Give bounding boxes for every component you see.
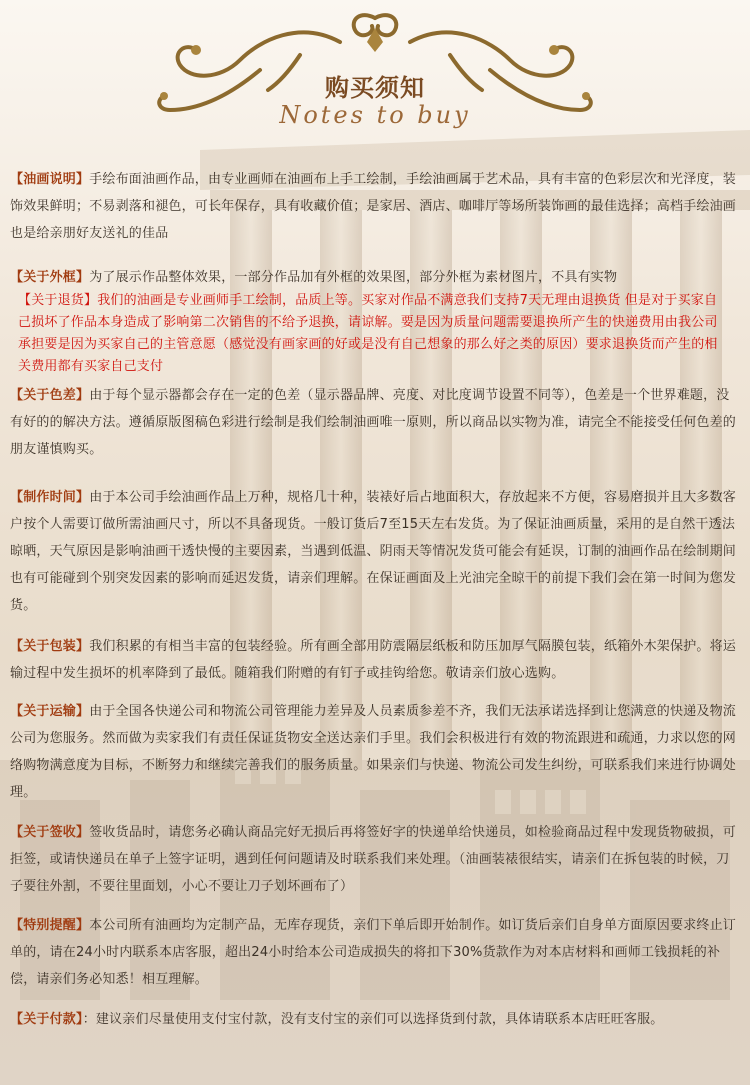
section-production-time: [10, 484, 742, 619]
section-text: 为了展示作品整体效果，一部分作品加有外框的效果图，部分外框为素材图片，不具有实物: [89, 270, 618, 285]
page-subtitle: Notes to buy: [279, 101, 471, 129]
section-tag: 【关于退货】: [18, 293, 98, 308]
section-shipping: [10, 698, 742, 806]
section-tag: 【特别提醒】: [10, 918, 90, 933]
section-text: 由于全国各快递公司和物流公司管理能力差异及人员素质参差不齐，我们无法承诺选择到让您满意的快递及物流公司为您服务。然而做为卖家我们有责任保证货物安全送达亲们手里。我们会积极进行有效的物流跟进和疏通，力求以您的网络购物满意度为目标，不断努力和继续完善我们的服务质量。如果亲们与快递、物流公司发生纠纷，可联系我们来进行协调处理。: [10, 704, 737, 800]
section-tag: 【关于外框】: [10, 270, 90, 285]
section-tag: 【关于包装】: [10, 639, 90, 654]
section-color-difference: [10, 382, 742, 463]
section-painting-description: [10, 166, 742, 247]
section-returns: [18, 290, 718, 378]
section-tag: 【油画说明】: [10, 172, 90, 187]
section-text: 签收货品时，请您务必确认商品完好无损后再将签好字的快递单给快递员，如检验商品过程中发现货物破损，可拒签，或请快递员在单子上签字证明，遇到任何问题请及时联系我们来处理。（油画装裱很结实，请亲们在拆包装的时候，刀子要往外割，不要往里面划，小心不要让刀子划坏画布了）: [10, 825, 737, 894]
section-text: ：建议亲们尽量使用支付宝付款，没有支付宝的亲们可以选择货到付款，具体请联系本店旺旺客服。: [82, 1012, 664, 1027]
section-text: 我们积累的有相当丰富的包装经验。所有画全部用防震隔层纸板和防压加厚气隔膜包装，纸箱外木架保护。将运输过程中发生损坏的机率降到了最低。随箱我们附赠的有钉子或挂钩给您。敬请亲们放心选购。: [10, 639, 737, 681]
section-tag: 【关于签收】: [10, 825, 90, 840]
section-text: 本公司所有油画均为定制产品，无库存现货，亲们下单后即开始制作。如订货后亲们自身单方面原因要求终止订单的，请在24小时内联系本店客服，超出24小时给本公司造成损失的将扣下30%货款作为对本店材料和画师工钱损耗的补偿，请亲们务必知悉！相互理解。: [10, 918, 737, 987]
section-text: 由于每个显示器都会存在一定的色差（显示器品牌、亮度、对比度调节设置不同等），色差是一个世界难题，没有好的的解决方法。遵循原版图稿色彩进行绘制是我们绘制油画唯一原则，所以商品以实物为准，请完全不能接受任何色差的朋友谨慎购买。: [10, 388, 737, 457]
page-title: 购买须知: [325, 73, 425, 102]
section-special-reminder: [10, 912, 742, 993]
section-tag: 【制作时间】: [10, 490, 90, 505]
section-tag: 【关于色差】: [10, 388, 90, 403]
section-payment: [10, 1006, 742, 1033]
section-signing: [10, 819, 742, 900]
section-text: 手绘布面油画作品，由专业画师在油画布上手工绘制，手绘油画属于艺术品，具有丰富的色彩层次和光泽度，装饰效果鲜明；不易剥落和褪色，可长年保存，具有收藏价值；是家居、酒店、咖啡厅等场所装饰画的最佳选择；高档手绘油画也是给亲朋好友送礼的佳品: [10, 172, 737, 241]
section-packaging: [10, 633, 742, 687]
section-text: 由于本公司手绘油画作品上万种，规格几十种，装裱好后占地面积大，存放起来不方便，容易磨损并且大多数客户按个人需要订做所需油画尺寸，所以不具备现货。一般订货后7至15天左右发货。为了保证油画质量，采用的是自然干透法晾晒，天气原因是影响油画干透快慢的主要因素，当遇到低温、阴雨天等情况发货可能会有延误，订制的油画作品在绘制期间也有可能碰到个别突发因素的影响而延迟发货，请亲们理解。在保证画面及上光油完全晾干的前提下我们会在第一时间为您发货。: [10, 490, 737, 613]
section-tag: 【关于付款】: [10, 1012, 83, 1027]
section-text: 我们的油画是专业画师手工绘制，品质上等。买家对作品不满意我们支持7天无理由退换货 但是对于买家自己损坏了作品本身造成了影响第二次销售的不给予退换，请谅解。要是因为质量问题需要退换所产生的快递费用由我公司承担要是因为买家自己的主管意愿（感觉没有画家画的好或是没有自己想象的那么好之类的原因）要求退换货而产生的相关费用都有买家自己支付: [18, 293, 718, 374]
section-tag: 【关于运输】: [10, 704, 90, 719]
section-frame: [10, 264, 742, 291]
